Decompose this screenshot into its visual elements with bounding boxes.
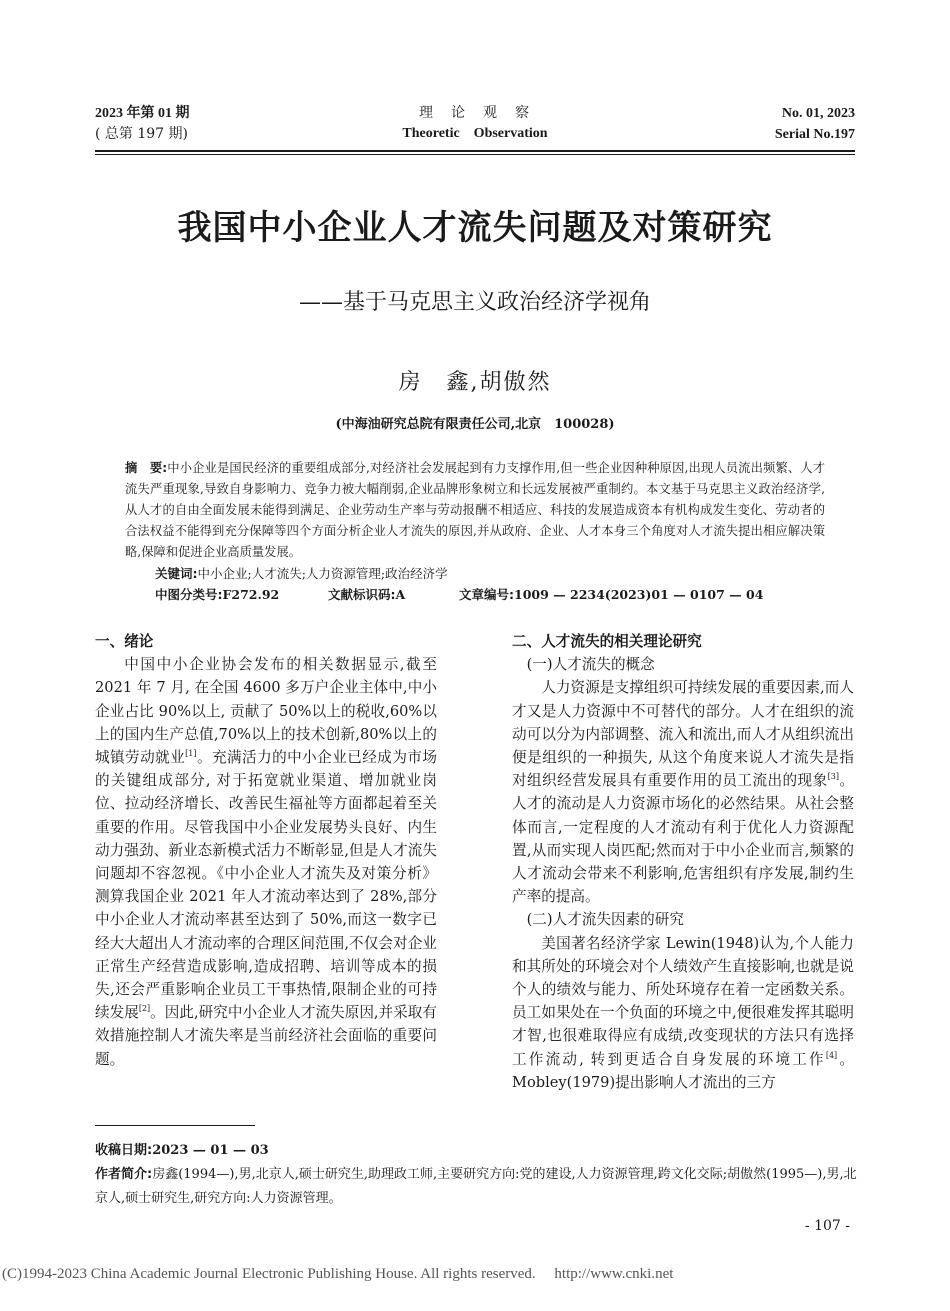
factors-text-2: 。Mobley(1979)提出影响人才流出的三方 (512, 1050, 854, 1091)
author-affiliation: (中海油研究总院有限责任公司,北京 100028) (335, 417, 615, 432)
citation-3: [3] (827, 772, 839, 782)
concept-paragraph (512, 676, 854, 908)
journal-name-en: Theoretic Observation (402, 126, 548, 141)
document-code (328, 584, 405, 605)
keywords-text: 中小企业;人才流失;人力资源管理;政治经济学 (197, 566, 448, 581)
received-label: 收稿日期: (95, 1143, 153, 1158)
header-rule-thin (95, 154, 855, 155)
citation-4: [4] (825, 1050, 838, 1060)
citation-2: [2] (138, 1004, 151, 1014)
right-column (512, 630, 854, 1094)
clc-number (155, 584, 279, 605)
header-rule (95, 150, 855, 152)
intro-text-1: 中国中小企业协会发布的相关数据显示,截至 2021 年 7 月, 在全国 4600 多万户企业主体中,中小企业占比 90%以上, 贡献了 50%以上的税收,60%以上的国内生产总值,70%以上的技术创新,80%以上的城镇劳动就业 (95, 656, 437, 767)
article-no-label: 文章编号: (459, 587, 514, 602)
keywords (155, 563, 448, 584)
article-number (459, 584, 763, 605)
journal-name-cn: 理 论 观 察 (419, 105, 531, 121)
left-column (95, 630, 437, 1071)
article-subtitle: ——基于马克思主义政治经济学视角 (298, 290, 651, 315)
copyright-notice: (C)1994-2023 China Academic Journal Electronic Publishing House. All rights reserved. http://www.cnki.net (2, 1266, 674, 1282)
doc-code-value: A (395, 587, 406, 602)
clc-label: 中图分类号: (155, 587, 223, 602)
intro-paragraph (95, 653, 437, 1071)
abstract-label: 摘 要: (125, 461, 168, 475)
subsection-heading-factors: (二)人才流失因素的研究 (526, 911, 684, 929)
serial-total: ( 总第 197 期) (95, 126, 188, 142)
received-value: 2023 — 01 — 03 (152, 1143, 269, 1158)
serial-number-en: Serial No.197 (774, 127, 855, 142)
intro-text-2: 。充满活力的中小企业已经成为市场的关键组成部分, 对于拓宽就业渠道、增加就业岗位、拉动经济增长、改善民生福祉等方面都起着至关重要的作用。尽管我国中小企业发展势头良好、内生动力强劲、新业态新模式活力不断彰显,但是人才流失问题却不容忽视。《中小企业人才流失及对策分析》测算我国企业 2021 年人才流动率达到了 28%,部分中小企业人才流动率甚至达到了 50%,而这一数字已经大大超出人才流动率的合理区间范围,不仅会对企业正常生产经营造成影响,造成招聘、培训等成本的损失,还会严重影响企业员工干事热情,限制企业的可持续发展 (95, 749, 437, 1022)
intro-text-3: 。因此,研究中小企业人才流失原因,并采取有效措施控制人才流失率是当前经济社会面临的重要问题。 (95, 1004, 437, 1068)
received-date (95, 1139, 860, 1163)
factors-paragraph (512, 932, 854, 1094)
section-heading-theory: 二、人才流失的相关理论研究 (512, 633, 702, 650)
doc-code-label: 文献标识码: (328, 587, 396, 602)
section-heading-introduction: 一、绪论 (95, 633, 154, 650)
article-title: 我国中小企业人才流失问题及对策研究 (177, 208, 773, 248)
abstract-text: 中小企业是国民经济的重要组成部分,对经济社会发展起到有力支撑作用,但一些企业因种种原因,出现人员流出频繁、人才流失严重现象,导致自身影响力、竞争力被大幅削弱,企业品牌形象树立和长远发展被严重制约。本文基于马克思主义政治经济学,从人才的自由全面发展未能得到满足、企业劳动生产率与劳动报酬不相适应、科技的发展造成资本有机构成发生变化、劳动者的合法权益不能得到充分保障等四个方面分析企业人才流失的原因,并从政府、企业、人才本身三个角度对人才流失提出相应解决策略,保障和促进企业高质量发展。 (125, 461, 825, 559)
footnote-rule (95, 1125, 255, 1126)
author-bio-label: 作者简介: (95, 1167, 153, 1182)
concept-text-2: 。人才的流动是人力资源市场化的必然结果。从社会整体而言,一定程度的人才流动有利于优化人力资源配置,从而实现人岗匹配;然而对于中小企业而言,频繁的人才流动会带来不利影响,危害组织有序发展,制约生产率的提高。 (512, 772, 854, 906)
article-authors: 房 鑫,胡傲然 (398, 370, 552, 395)
page-number: - 107 - (804, 1218, 850, 1234)
author-bio (95, 1163, 860, 1211)
author-bio-text: 房鑫(1994—),男,北京人,硕士研究生,助理政工师,主要研究方向:党的建设,人力资源管理,跨文化交际;胡傲然(1995—),男,北京人,硕士研究生,研究方向:人力资源管理。 (95, 1167, 857, 1206)
keywords-label: 关键词: (155, 566, 198, 581)
article-no-value: 1009 — 2234(2023)01 — 0107 — 04 (514, 587, 764, 602)
abstract (125, 458, 825, 563)
concept-text-1: 人力资源是支撑组织可持续发展的重要因素,而人才又是人力资源中不可替代的部分。人才在组织的流动可以分为内部调整、流入和流出,而人才从组织流出便是组织的一种损失, 从这个角度来说人才流失是指对组织经营发展具有重要作用的员工流出的现象 (512, 679, 854, 790)
citation-1: [1] (185, 749, 197, 759)
issue-number-en: No. 01, 2023 (781, 106, 855, 121)
footnote (95, 1139, 860, 1211)
factors-text-1: 美国著名经济学家 Lewin(1948)认为,个人能力和其所处的环境会对个人绩效产生直接影响,也就是说个人的绩效与能力、所处环境存在着一定函数关系。员工如果处在一个负面的环境之中,便很难发挥其聪明才智,也很难取得应有成绩,改变现状的方法只有选择工作流动, 转到更适合自身发展的环境工作 (512, 934, 854, 1068)
issue-info-en (775, 103, 855, 145)
issue-number: 2023 年第 01 期 (95, 106, 190, 121)
clc-value: F272.92 (222, 587, 280, 602)
subsection-heading-concept: (一)人才流失的概念 (526, 656, 655, 674)
